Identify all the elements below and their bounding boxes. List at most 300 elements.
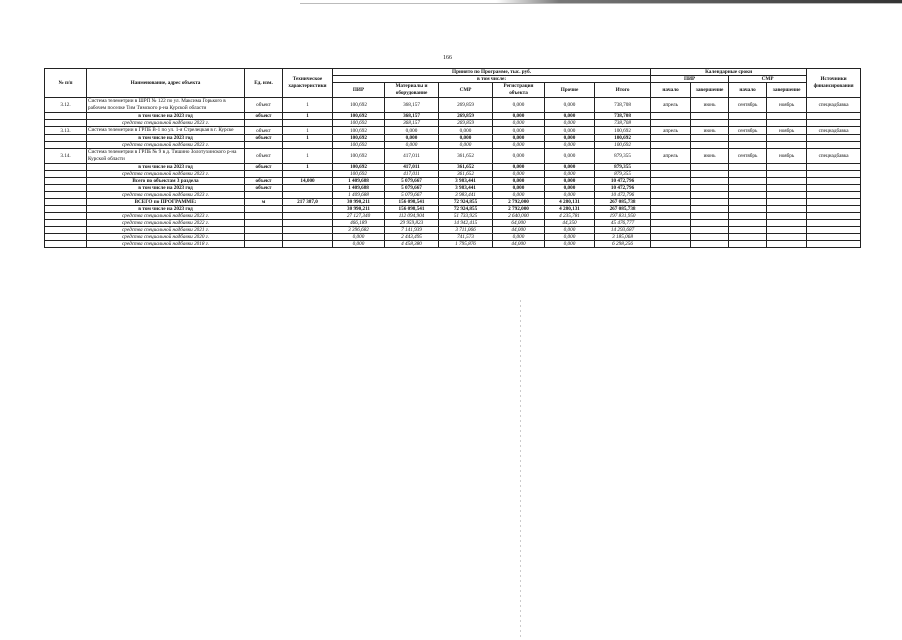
cell-empty (729, 241, 767, 248)
cell-num: 3.14. (45, 149, 87, 164)
cell-empty (729, 199, 767, 206)
cell-reg: 2 792,000 (493, 199, 545, 206)
cell-mat: 417,011 (385, 164, 439, 171)
cell-oth: 4 280,131 (545, 206, 595, 213)
col-pir: ПИР (333, 83, 385, 98)
table-row (45, 98, 861, 113)
cell-mat: 156 098,541 (385, 199, 439, 206)
cell-empty (767, 213, 807, 220)
cell-reg: 0,000 (493, 127, 545, 135)
cell-empty (651, 234, 691, 241)
cell-empty (729, 171, 767, 178)
cell-empty (807, 120, 861, 127)
cell-mat: 0,000 (385, 142, 439, 149)
cell-smr: 361,652 (439, 164, 493, 171)
cell-reg: 0,000 (493, 178, 545, 185)
cell-num (45, 113, 87, 120)
cell-empty (807, 241, 861, 248)
cell-source: спецнадбавка (807, 127, 861, 135)
cell-name: Система телеметрии в ШРП № 122 по ул. Максима Горького в рабочем поселке Тим Тимского р-на Курской области (87, 98, 245, 113)
col-smr-start: начало (729, 83, 767, 98)
cell-oth: 0,000 (545, 185, 595, 192)
cell-name: Система телеметрии в ГРПБ № 9 в д. Тишино Золотухинского р-на Курской области (87, 149, 245, 164)
cell-pir-end: июнь (691, 127, 729, 135)
cell-unit (245, 213, 283, 220)
cell-tech: 1 (283, 113, 333, 120)
col-accepted: Принято по Программе, тыс. руб. (333, 69, 651, 76)
col-smr: СМР (439, 83, 493, 98)
cell-name: средства специальной надбавки 2022 г. (87, 220, 245, 227)
cell-mat: 368,157 (385, 120, 439, 127)
cell-smr-start: сентябрь (729, 127, 767, 135)
cell-tot: 6 298,256 (595, 241, 651, 248)
cell-pir-start: апрель (651, 98, 691, 113)
cell-oth: 0,000 (545, 98, 595, 113)
cell-empty (651, 120, 691, 127)
scan-artifact (520, 300, 521, 640)
cell-empty (691, 185, 729, 192)
cell-oth: 0,000 (545, 178, 595, 185)
cell-tech (283, 171, 333, 178)
cell-name: средства специальной надбавки 2020 г. (87, 234, 245, 241)
cell-empty (729, 178, 767, 185)
cell-pir: 100,692 (333, 113, 385, 120)
cell-mat: 0,000 (385, 127, 439, 135)
cell-pir: 100,692 (333, 171, 385, 178)
cell-smr: 361,652 (439, 171, 493, 178)
cell-empty (691, 142, 729, 149)
cell-empty (651, 199, 691, 206)
table-row (45, 213, 861, 220)
cell-unit: объект (245, 185, 283, 192)
cell-reg: 0,000 (493, 98, 545, 113)
cell-unit: объект (245, 135, 283, 142)
cell-tech: 1 (283, 98, 333, 113)
cell-name: средства специальной надбавки 2023 г. (87, 192, 245, 199)
cell-tot: 10 472,796 (595, 178, 651, 185)
cell-empty (691, 120, 729, 127)
cell-empty (767, 113, 807, 120)
cell-empty (691, 178, 729, 185)
cell-source: спецнадбавка (807, 98, 861, 113)
cell-name: средства специальной надбавки 2023 г. (87, 213, 245, 220)
cell-empty (729, 185, 767, 192)
cell-empty (691, 220, 729, 227)
col-materials: Материалы и оборудование (385, 83, 439, 98)
cell-tech (283, 234, 333, 241)
cell-tot: 879,355 (595, 171, 651, 178)
cell-empty (767, 227, 807, 234)
table-row (45, 149, 861, 164)
cell-tot: 100,692 (595, 142, 651, 149)
cell-empty (729, 206, 767, 213)
cell-tot: 3 185,068 (595, 234, 651, 241)
cell-mat: 156 098,541 (385, 206, 439, 213)
cell-tot: 879,355 (595, 164, 651, 171)
cell-oth: 0,000 (545, 234, 595, 241)
cell-smr: 269,859 (439, 113, 493, 120)
table-row (45, 178, 861, 185)
cell-pir: 100,692 (333, 135, 385, 142)
cell-empty (691, 192, 729, 199)
cell-unit (245, 234, 283, 241)
cell-unit: объект (245, 178, 283, 185)
cell-pir: 0,000 (333, 241, 385, 248)
cell-num (45, 220, 87, 227)
cell-unit (245, 142, 283, 149)
table-row (45, 113, 861, 120)
cell-oth: 44,350 (545, 220, 595, 227)
cell-smr: 269,859 (439, 98, 493, 113)
cell-name: в том числе на 2023 год (87, 185, 245, 192)
cell-mat: 5 079,667 (385, 192, 439, 199)
cell-num (45, 199, 87, 206)
cell-empty (651, 206, 691, 213)
cell-smr: 51 733,925 (439, 213, 493, 220)
cell-empty (767, 120, 807, 127)
cell-empty (807, 178, 861, 185)
cell-num (45, 234, 87, 241)
cell-tot: 10 472,796 (595, 185, 651, 192)
cell-empty (691, 206, 729, 213)
cell-empty (807, 113, 861, 120)
cell-mat: 112 094,904 (385, 213, 439, 220)
cell-oth: 0,000 (545, 227, 595, 234)
cell-pir: 100,692 (333, 98, 385, 113)
cell-pir: 0,000 (333, 234, 385, 241)
table-row (45, 120, 861, 127)
cell-unit: объект (245, 149, 283, 164)
cell-smr-end: ноябрь (767, 127, 807, 135)
cell-empty (807, 206, 861, 213)
cell-pir: 100,692 (333, 127, 385, 135)
cell-empty (691, 234, 729, 241)
cell-name: в том числе на 2023 год (87, 135, 245, 142)
cell-smr: 72 924,855 (439, 199, 493, 206)
cell-oth: 0,000 (545, 241, 595, 248)
cell-unit: объект (245, 164, 283, 171)
cell-name: Система телеметрии в ГРПБ В-1 по ул. 1-я Стрелецкая в г. Курске (87, 127, 245, 135)
cell-pir: 1 409,688 (333, 192, 385, 199)
cell-oth: 0,000 (545, 164, 595, 171)
cell-num (45, 164, 87, 171)
table-row (45, 171, 861, 178)
cell-mat: 2 443,495 (385, 234, 439, 241)
cell-empty (651, 135, 691, 142)
cell-oth: 0,000 (545, 142, 595, 149)
cell-tot: 100,692 (595, 135, 651, 142)
col-unit: Ед. изм. (245, 69, 283, 98)
cell-name: Всего по объектам 3 раздела (87, 178, 245, 185)
table-row (45, 206, 861, 213)
cell-tech (283, 206, 333, 213)
cell-empty (729, 192, 767, 199)
cell-smr: 3 983,441 (439, 178, 493, 185)
cell-tot: 100,692 (595, 127, 651, 135)
table-row (45, 164, 861, 171)
cell-empty (807, 135, 861, 142)
table-row (45, 241, 861, 248)
cell-tech: 1 (283, 135, 333, 142)
cell-oth: 0,000 (545, 135, 595, 142)
cell-empty (767, 192, 807, 199)
cell-empty (651, 164, 691, 171)
cell-empty (767, 234, 807, 241)
cell-tech: 14,000 (283, 178, 333, 185)
cell-pir-start: апрель (651, 149, 691, 164)
cell-empty (807, 220, 861, 227)
cell-empty (651, 142, 691, 149)
cell-pir-end: июнь (691, 149, 729, 164)
cell-name: в том числе на 2023 год (87, 113, 245, 120)
cell-empty (807, 164, 861, 171)
cell-mat: 417,011 (385, 149, 439, 164)
cell-reg: 64,000 (493, 220, 545, 227)
col-other: Прочие (545, 83, 595, 98)
cell-tech (283, 120, 333, 127)
cell-reg: 0,000 (493, 164, 545, 171)
cell-smr: 3 983,441 (439, 185, 493, 192)
cell-name: ВСЕГО по ПРОГРАММЕ: (87, 199, 245, 206)
cell-num (45, 185, 87, 192)
cell-mat: 0,000 (385, 135, 439, 142)
cell-empty (651, 178, 691, 185)
cell-name: средства специальной надбавки 2018 г. (87, 241, 245, 248)
cell-empty (691, 227, 729, 234)
cell-reg: 0,000 (493, 185, 545, 192)
cell-empty (651, 213, 691, 220)
cell-num (45, 142, 87, 149)
cell-mat: 7 141,939 (385, 227, 439, 234)
cell-unit: объект (245, 113, 283, 120)
cell-reg: 0,000 (493, 120, 545, 127)
cell-tot: 197 831,950 (595, 213, 651, 220)
cell-pir: 100,692 (333, 142, 385, 149)
cell-oth: 0,000 (545, 120, 595, 127)
cell-mat: 4 458,380 (385, 241, 439, 248)
cell-unit (245, 171, 283, 178)
cell-smr: 3 983,441 (439, 192, 493, 199)
cell-empty (807, 185, 861, 192)
cell-num (45, 171, 87, 178)
cell-num (45, 227, 87, 234)
cell-smr: 0,000 (439, 142, 493, 149)
cell-reg: 0,000 (493, 234, 545, 241)
cell-empty (767, 164, 807, 171)
cell-name: в том числе на 2023 год (87, 164, 245, 171)
table-row (45, 192, 861, 199)
cell-num (45, 135, 87, 142)
cell-tot: 738,708 (595, 98, 651, 113)
col-pir-end: завершение (691, 83, 729, 98)
cell-name: средства специальной надбавки 2023 г. (87, 171, 245, 178)
cell-tot: 738,708 (595, 113, 651, 120)
cell-pir: 27 127,340 (333, 213, 385, 220)
cell-tot: 738,708 (595, 120, 651, 127)
cell-mat: 417,011 (385, 171, 439, 178)
cell-pir: 30 990,211 (333, 199, 385, 206)
cell-pir: 30 990,211 (333, 206, 385, 213)
cell-reg: 44,000 (493, 227, 545, 234)
cell-empty (691, 213, 729, 220)
cell-name: средства специальной надбавки 2023 г. (87, 142, 245, 149)
cell-empty (807, 213, 861, 220)
table-row (45, 220, 861, 227)
cell-mat: 368,157 (385, 113, 439, 120)
scan-edge-line (300, 3, 902, 4)
col-cal-smr: СМР (729, 76, 807, 83)
cell-reg: 0,000 (493, 142, 545, 149)
cell-smr: 3 711,066 (439, 227, 493, 234)
cell-empty (691, 135, 729, 142)
cell-pir: 100,692 (333, 164, 385, 171)
cell-oth: 0,000 (545, 171, 595, 178)
cell-pir: 100,692 (333, 120, 385, 127)
cell-reg: 0,000 (493, 113, 545, 120)
table-row (45, 199, 861, 206)
cell-reg: 0,000 (493, 171, 545, 178)
table-row (45, 135, 861, 142)
cell-empty (807, 192, 861, 199)
cell-empty (691, 199, 729, 206)
cell-reg: 0,000 (493, 135, 545, 142)
col-calendar: Календарные сроки (651, 69, 807, 76)
cell-name: средства специальной надбавки 2021 г. (87, 227, 245, 234)
cell-unit (245, 120, 283, 127)
cell-smr-end: ноябрь (767, 98, 807, 113)
cell-tech: 1 (283, 164, 333, 171)
table-row (45, 185, 861, 192)
cell-pir: 466,189 (333, 220, 385, 227)
cell-tot: 14 293,687 (595, 227, 651, 234)
cell-tech (283, 241, 333, 248)
cell-empty (691, 171, 729, 178)
cell-tot: 879,355 (595, 149, 651, 164)
cell-empty (729, 113, 767, 120)
cell-empty (651, 192, 691, 199)
cell-empty (807, 199, 861, 206)
cell-mat: 368,157 (385, 98, 439, 113)
col-total: Итого (595, 83, 651, 98)
cell-pir: 1 409,688 (333, 178, 385, 185)
cell-tech: 217 387,0 (283, 199, 333, 206)
cell-tech (283, 185, 333, 192)
cell-num (45, 120, 87, 127)
cell-tech (283, 192, 333, 199)
cell-tot: 10 472,796 (595, 192, 651, 199)
cell-reg: 0,000 (493, 149, 545, 164)
cell-pir: 100,692 (333, 149, 385, 164)
cell-num (45, 241, 87, 248)
cell-num: 3.13. (45, 127, 87, 135)
col-cal-pir: ПИР (651, 76, 729, 83)
cell-unit: объект (245, 98, 283, 113)
cell-smr: 741,573 (439, 234, 493, 241)
cell-unit (245, 241, 283, 248)
cell-empty (691, 241, 729, 248)
cell-empty (651, 241, 691, 248)
cell-empty (691, 164, 729, 171)
col-tech: Техническое характеристики (283, 69, 333, 98)
cell-name: средства специальной надбавки 2023 г. (87, 120, 245, 127)
table-row (45, 127, 861, 135)
cell-tot: 267 085,738 (595, 199, 651, 206)
cell-num (45, 213, 87, 220)
col-num: № п/п (45, 69, 87, 98)
cell-tot: 267 085,738 (595, 206, 651, 213)
cell-smr-start: сентябрь (729, 149, 767, 164)
cell-smr: 0,000 (439, 127, 493, 135)
cell-tech: 1 (283, 127, 333, 135)
cell-empty (767, 135, 807, 142)
cell-empty (767, 142, 807, 149)
cell-unit (245, 220, 283, 227)
cell-pir: 3 396,682 (333, 227, 385, 234)
cell-unit: объект (245, 127, 283, 135)
col-incl: в том числе: (333, 76, 651, 83)
cell-smr: 14 942,415 (439, 220, 493, 227)
cell-mat: 29 959,823 (385, 220, 439, 227)
cell-empty (807, 227, 861, 234)
cell-tech: 1 (283, 149, 333, 164)
cell-smr: 0,000 (439, 135, 493, 142)
cell-empty (651, 227, 691, 234)
cell-empty (729, 234, 767, 241)
cell-oth: 0,000 (545, 127, 595, 135)
cell-num (45, 192, 87, 199)
table-row (45, 234, 861, 241)
cell-smr: 269,859 (439, 120, 493, 127)
cell-empty (767, 206, 807, 213)
cell-empty (767, 185, 807, 192)
cell-unit (245, 206, 283, 213)
cell-oth: 0,000 (545, 192, 595, 199)
cell-num (45, 178, 87, 185)
cell-empty (807, 142, 861, 149)
table-row (45, 227, 861, 234)
cell-empty (767, 178, 807, 185)
cell-smr: 361,652 (439, 149, 493, 164)
cell-oth: 0,000 (545, 113, 595, 120)
cell-empty (691, 113, 729, 120)
col-pir-start: начало (651, 83, 691, 98)
cell-oth: 4 235,781 (545, 213, 595, 220)
col-registration: Регистрация объекта (493, 83, 545, 98)
cell-num: 3.12. (45, 98, 87, 113)
cell-empty (729, 120, 767, 127)
cell-oth: 0,000 (545, 149, 595, 164)
page-number: 166 (443, 55, 452, 61)
cell-empty (729, 213, 767, 220)
cell-tech (283, 220, 333, 227)
cell-unit: м (245, 199, 283, 206)
col-smr-end: завершение (767, 83, 807, 98)
cell-empty (729, 164, 767, 171)
cell-unit (245, 227, 283, 234)
col-source: Источники финансирования (807, 69, 861, 98)
cell-empty (651, 220, 691, 227)
cell-tech (283, 142, 333, 149)
cell-empty (767, 199, 807, 206)
cell-empty (807, 171, 861, 178)
cell-pir: 1 409,688 (333, 185, 385, 192)
cell-smr-end: ноябрь (767, 149, 807, 164)
cell-num (45, 206, 87, 213)
cell-tot: 45 476,777 (595, 220, 651, 227)
table-row (45, 142, 861, 149)
cell-tech (283, 213, 333, 220)
cell-reg: 0,000 (493, 192, 545, 199)
